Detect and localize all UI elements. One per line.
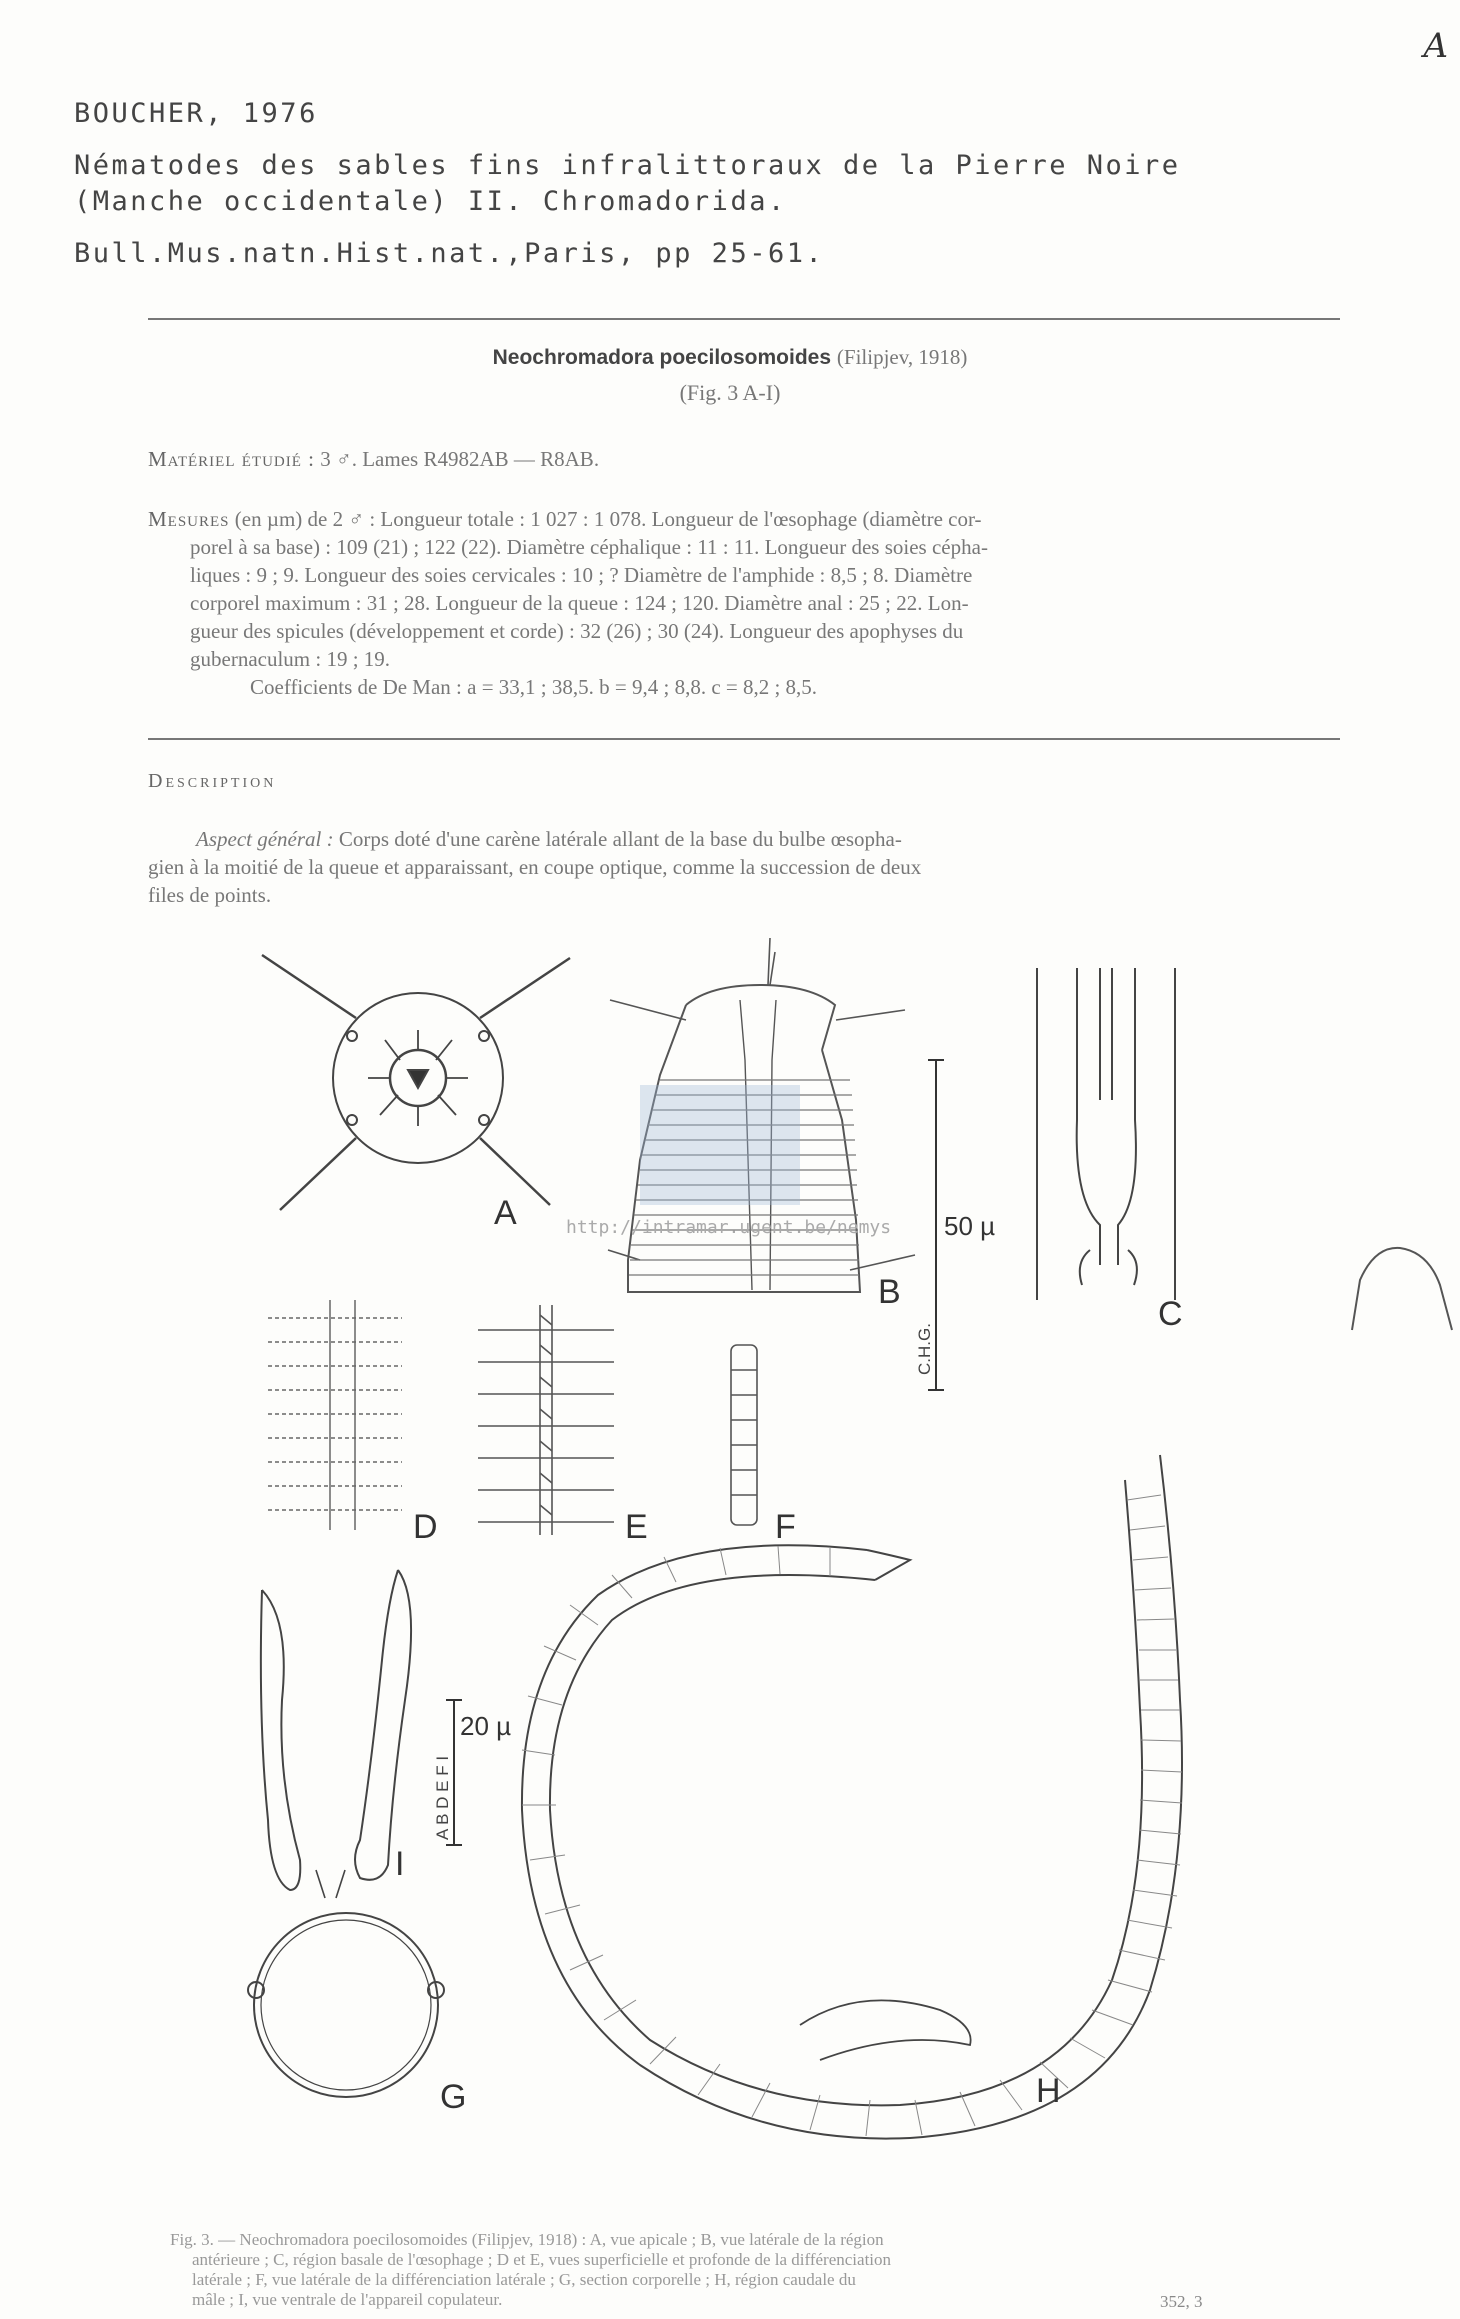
panel-f-lateral-differentiation — [731, 1345, 757, 1525]
mesures-line: liques : 9 ; 9. Longueur des soies cervicales : 10 ; ? Diamètre de l'amphide : 8,5 ; 8. Diamètre — [190, 563, 973, 587]
panel-label-d: D — [413, 1508, 438, 1546]
panel-label-i: I — [395, 1845, 405, 1883]
panel-label-g: G — [440, 2078, 467, 2116]
species-authority: (Filipjev, 1918) — [836, 345, 968, 369]
caption-line: antérieure ; C, région basale de l'œsophage ; D et E, vues superficielle et profonde de la différenciation — [192, 2250, 892, 2269]
description-line: Aspect général : Corps doté d'une carène latérale allant de la base du bulbe œsopha- — [196, 827, 902, 851]
aspect-label: Aspect général : — [196, 827, 334, 851]
caption-line: mâle ; I, vue ventrale de l'appareil copulateur. — [192, 2290, 503, 2309]
panel-label-e: E — [625, 1508, 648, 1546]
species-name: Neochromadora poecilosomoides — [492, 346, 832, 369]
margin-mark — [1352, 1248, 1452, 1330]
mesures-label: Mesures — [148, 507, 230, 531]
description-heading: Description — [148, 770, 277, 792]
mesures-line: corporel maximum : 31 ; 28. Longueur de la queue : 124 ; 120. Diamètre anal : 25 ; 22. Lon- — [190, 591, 969, 615]
panel-h-annulations — [522, 1495, 1182, 2136]
panel-label-f: F — [775, 1508, 796, 1546]
coefficients-line: Coefficients de De Man : a = 33,1 ; 38,5. b = 9,4 ; 8,8. c = 8,2 ; 8,5. — [250, 675, 818, 699]
panel-a-apical-view — [262, 955, 570, 1210]
panel-h-male-tail — [522, 1455, 1182, 2139]
panel-d-lateral-surface — [268, 1300, 402, 1530]
materiel-label: Matériel étudié : — [148, 447, 315, 471]
scale-50-side-label: C.H.G. — [915, 1323, 934, 1375]
materiel-text: 3 ♂. Lames R4982AB — R8AB. — [320, 447, 600, 471]
panel-label-h: H — [1036, 2072, 1061, 2110]
panel-e-lateral-deep — [478, 1305, 614, 1535]
description-line: gien à la moitié de la queue et apparaissant, en coupe optique, comme la succession de deux — [148, 855, 922, 879]
scale-20-side-label: A B D E F I — [433, 1755, 452, 1840]
description-line: files de points. — [148, 883, 272, 907]
mesures-line: gubernaculum : 19 ; 19. — [190, 647, 391, 671]
citation-title-line2: (Manche occidentale) II. Chromadorida. — [74, 186, 787, 217]
panel-label-a: A — [494, 1194, 517, 1232]
scale-50-label: 50 µ — [944, 1211, 996, 1241]
panel-label-c: C — [1158, 1295, 1183, 1333]
citation-journal: Bull.Mus.natn.Hist.nat.,Paris, pp 25-61. — [74, 238, 825, 269]
mesures-line: gueur des spicules (développement et corde) : 32 (26) ; 30 (24). Longueur des apophyses du — [190, 619, 964, 643]
corner-mark: A — [1423, 26, 1448, 66]
citation-author-year: BOUCHER, 1976 — [74, 98, 318, 129]
watermark-logo — [640, 1085, 800, 1205]
scale-20-label: 20 µ — [460, 1711, 512, 1741]
panel-label-b: B — [878, 1273, 901, 1311]
watermark-url: http://intramar.ugent.be/nemys — [566, 1217, 892, 1238]
panel-i-copulatory-apparatus — [261, 1570, 411, 1898]
figure-caption — [170, 2230, 1300, 2310]
panel-g-body-section — [248, 1913, 444, 2097]
caption-line: latérale ; F, vue latérale de la différenciation latérale ; G, section corporelle ; H, région caudale du — [192, 2270, 856, 2289]
caption-line: Fig. 3. — Neochromadora poecilosomoides (Filipjev, 1918) : A, vue apicale ; B, vue latérale de la région — [170, 2230, 884, 2249]
citation-title-line1: Nématodes des sables fins infralittoraux de la Pierre Noire — [74, 150, 1181, 181]
page-number: 352, 3 — [1160, 2292, 1203, 2311]
mesures-line: porel à sa base) : 109 (21) ; 122 (22). Diamètre céphalique : 11 : 11. Longueur des soies cépha- — [190, 535, 988, 559]
mesures-line: Mesures (en µm) de 2 ♂ : Longueur totale : 1 027 : 1 078. Longueur de l'œsophage (diamètre cor- — [148, 507, 982, 531]
panel-c-oesophagus-base — [1037, 968, 1175, 1300]
figure-reference: (Fig. 3 A-I) — [679, 380, 781, 405]
